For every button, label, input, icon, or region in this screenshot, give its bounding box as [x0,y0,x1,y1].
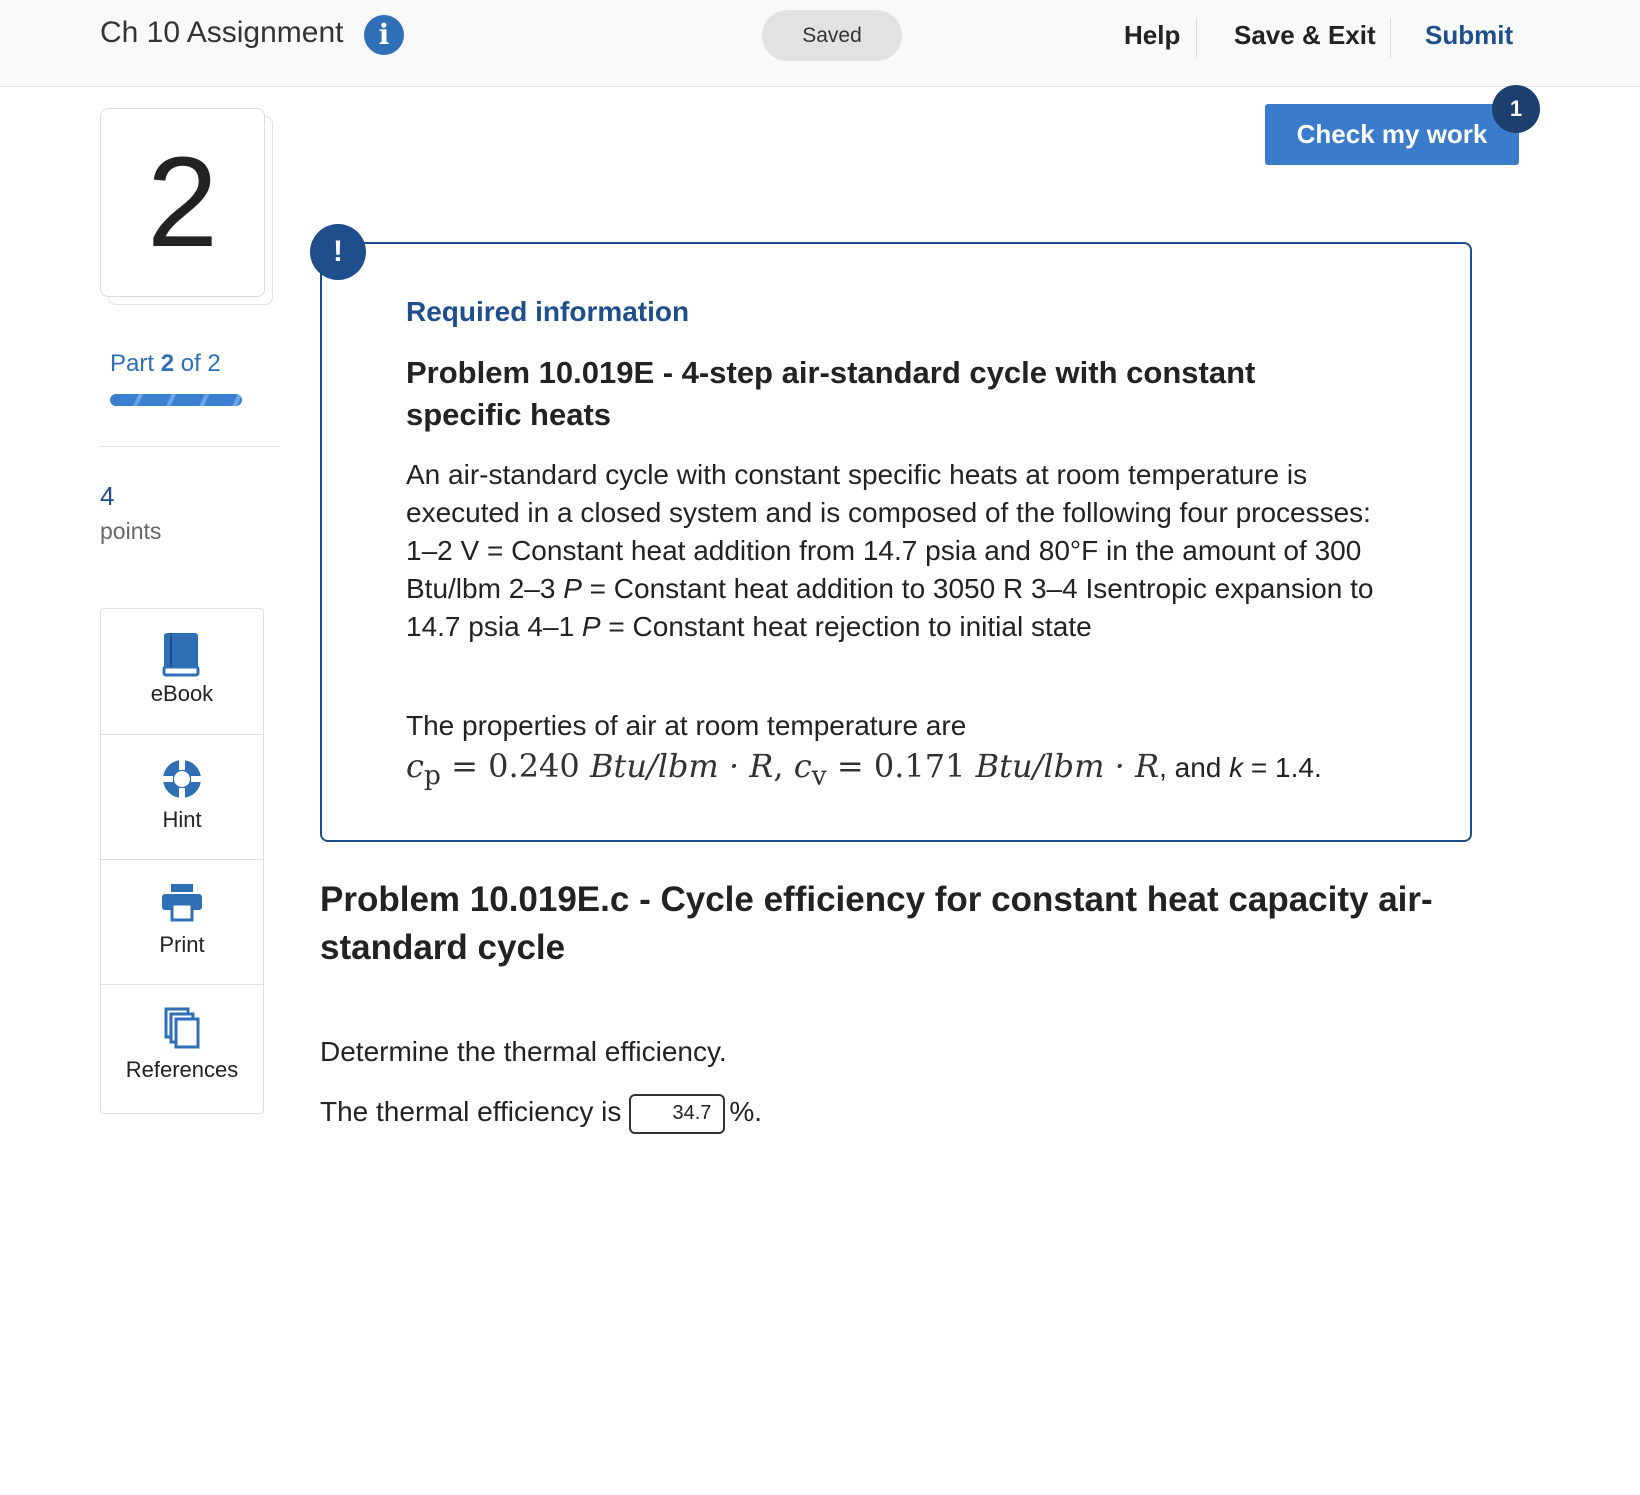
top-bar [0,0,1640,87]
nav-divider [1390,18,1391,58]
answer-prefix: The thermal efficiency is [320,1096,622,1127]
book-icon [160,631,204,677]
and-text: , and [1159,752,1230,783]
print-button[interactable] [101,859,263,985]
question-title: Problem 10.019E.c - Cycle efficiency for constant heat capacity air-standard cycle [320,880,1433,967]
part-progress-bar [110,394,242,406]
pressure-symbol: P [563,573,582,604]
saved-status: Saved [762,10,902,61]
lifebuoy-icon [160,757,204,801]
part-suffix: of 2 [180,350,221,377]
cp-value: = 0.240 [441,747,590,785]
ebook-button[interactable] [101,609,263,734]
assignment-title: Ch 10 Assignment [100,16,344,49]
nav-divider [1196,18,1197,58]
help-link[interactable]: Help [1124,20,1181,50]
required-problem-title: Problem 10.019E - 4-step air-standard cycle with constant specific heats [406,355,1256,432]
cp-subscript: p [423,760,441,792]
part-current: 2 [160,350,175,377]
points-value: 4 [100,481,115,511]
description-text: = Constant heat rejection to initial state [600,611,1092,642]
save-exit-link[interactable]: Save & Exit [1234,20,1376,50]
sidebar-divider [100,446,280,447]
answer-suffix: %. [729,1096,763,1127]
alert-icon: ! [310,224,366,280]
submit-link[interactable]: Submit [1425,20,1514,50]
printer-icon [160,882,204,922]
info-icon[interactable]: i [364,15,404,55]
part-indicator [110,350,221,378]
references-label: References [125,1057,239,1082]
documents-icon [160,1007,204,1051]
cp-symbol: c [406,747,424,785]
k-value: = 1.4. [1243,752,1322,783]
description-text: An air-standard cycle with constant specific heats at room temperature is executed in a closed system and is composed of the following four processes: 1–2 V = Constant heat addition from 14.7 psia and 80°F in the amount of 300 Btu/lbm 2–3 [406,459,1371,604]
part-prefix: Part [110,350,155,377]
hint-label: Hint [162,807,202,832]
cv-units: Btu/lbm · R [975,747,1160,785]
points-label: points [100,518,162,544]
question-number-card: 2 [100,108,265,297]
k-symbol: k [1229,752,1244,783]
hint-button[interactable] [101,734,263,860]
print-label: Print [159,932,205,957]
cv-symbol: c [793,747,812,785]
pressure-symbol: P [581,611,601,642]
properties-formula [406,746,1426,796]
thermal-efficiency-input[interactable] [629,1094,725,1134]
cv-subscript: v [811,760,827,792]
description-text: = Constant heat addition to 3050 R 3–4 Isentropic expansion to 14.7 psia 4–1 [406,573,1374,642]
air-properties [406,706,1426,796]
check-my-work-button[interactable]: Check my work [1265,104,1519,165]
tools-panel [100,608,264,1114]
separator: , [773,747,794,785]
check-count-badge: 1 [1492,85,1540,133]
required-info-title: Required information [406,296,690,327]
question-prompt: Determine the thermal efficiency. [320,1036,727,1067]
problem-description [406,456,1386,646]
cp-units: Btu/lbm · R [589,747,774,785]
properties-intro: The properties of air at room temperature are [406,710,967,741]
ebook-label: eBook [150,681,214,706]
answer-line [320,1090,762,1134]
references-button[interactable] [101,984,263,1110]
cv-value: = 0.171 [826,747,976,785]
